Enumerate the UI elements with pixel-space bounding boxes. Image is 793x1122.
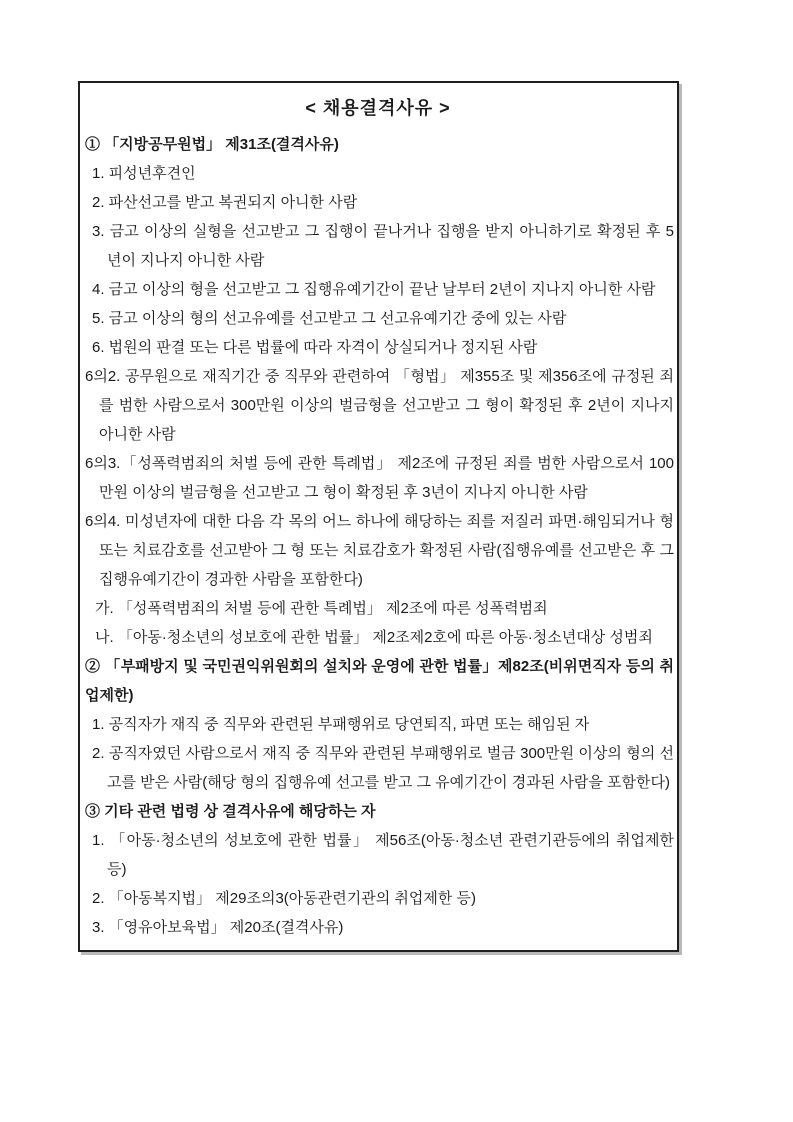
section-1-item-5: 5. 금고 이상의 형의 선고유예를 선고받고 그 선고유예기간 중에 있는 사람 — [92, 310, 567, 327]
section-1-item-1: 1. 피성년후견인 — [92, 165, 196, 182]
section-2-heading: ② 「부패방지 및 국민권익위원회의 설치와 운영에 관한 법률」제82조(비위면직자 등의 취업제한) — [85, 658, 674, 704]
section-3-item-1: 1. 「아동·청소년의 성보호에 관한 법률」 제56조(아동·청소년 관련기관등에의 취업제한 등) — [92, 832, 674, 878]
section-1-item-6-4-subitem-na: 나. 「아동·청소년의 성보호에 관한 법률」 제2조제2호에 따른 아동·청소년대상 성범죄 — [95, 629, 653, 646]
section-1-item-6-4: 6의4. 미성년자에 대한 다음 각 목의 어느 하나에 해당하는 죄를 저질러 파면·해임되거나 형 또는 치료감호를 선고받아 그 형 또는 치료감호가 확정된 사람(집행유예를 선고받은 후 그 집행유예기간이 경과한 사람을 포함한다) — [85, 513, 674, 588]
section-3-item-2: 2. 「아동복지법」 제29조의3(아동관련기관의 취업제한 등) — [92, 890, 476, 907]
section-3-item-3: 3. 「영유아보육법」 제20조(결격사유) — [92, 919, 344, 936]
section-1-item-6-2: 6의2. 공무원으로 재직기간 중 직무와 관련하여 「형법」 제355조 및 제356조에 규정된 죄를 범한 사람으로서 300만원 이상의 벌금형을 선고받고 그 형이 확정된 후 2년이 지나지 아니한 사람 — [85, 368, 674, 443]
section-2-item-1: 1. 공직자가 재직 중 직무와 관련된 부패행위로 당연퇴직, 파면 또는 해임된 자 — [92, 716, 590, 733]
section-1-item-4: 4. 금고 이상의 형을 선고받고 그 집행유예기간이 끝난 날부터 2년이 지나지 아니한 사람 — [92, 281, 656, 298]
section-1-item-6-4-subitem-ga: 가. 「성폭력범죄의 처벌 등에 관한 특례법」 제2조에 따른 성폭력범죄 — [95, 600, 548, 617]
section-1-item-2: 2. 파산선고를 받고 복권되지 아니한 사람 — [92, 194, 358, 211]
disqualification-notice-box — [78, 81, 679, 952]
section-1-item-3: 3. 금고 이상의 실형을 선고받고 그 집행이 끝나거나 집행을 받지 아니하기로 확정된 후 5년이 지나지 아니한 사람 — [92, 223, 674, 269]
section-2-item-2: 2. 공직자였던 사람으로서 재직 중 직무와 관련된 부패행위로 벌금 300만원 이상의 형의 선고를 받은 사람(해당 형의 집행유예 선고를 받고 그 유예기간이 경과된 사람을 포함한다) — [92, 745, 674, 791]
section-1-item-6: 6. 법원의 판결 또는 다른 법률에 따라 자격이 상실되거나 정지된 사람 — [92, 339, 538, 356]
section-3-heading: ③ 기타 관련 법령 상 결격사유에 해당하는 자 — [85, 803, 376, 820]
section-1-heading: ① 「지방공무원법」 제31조(결격사유) — [85, 136, 339, 153]
notice-title: < 채용결격사유 > — [305, 98, 451, 118]
section-1-item-6-3: 6의3.「성폭력범죄의 처벌 등에 관한 특례법」 제2조에 규정된 죄를 범한 사람으로서 100만원 이상의 벌금형을 선고받고 그 형이 확정된 후 3년이 지나지 아니한 사람 — [85, 455, 674, 501]
